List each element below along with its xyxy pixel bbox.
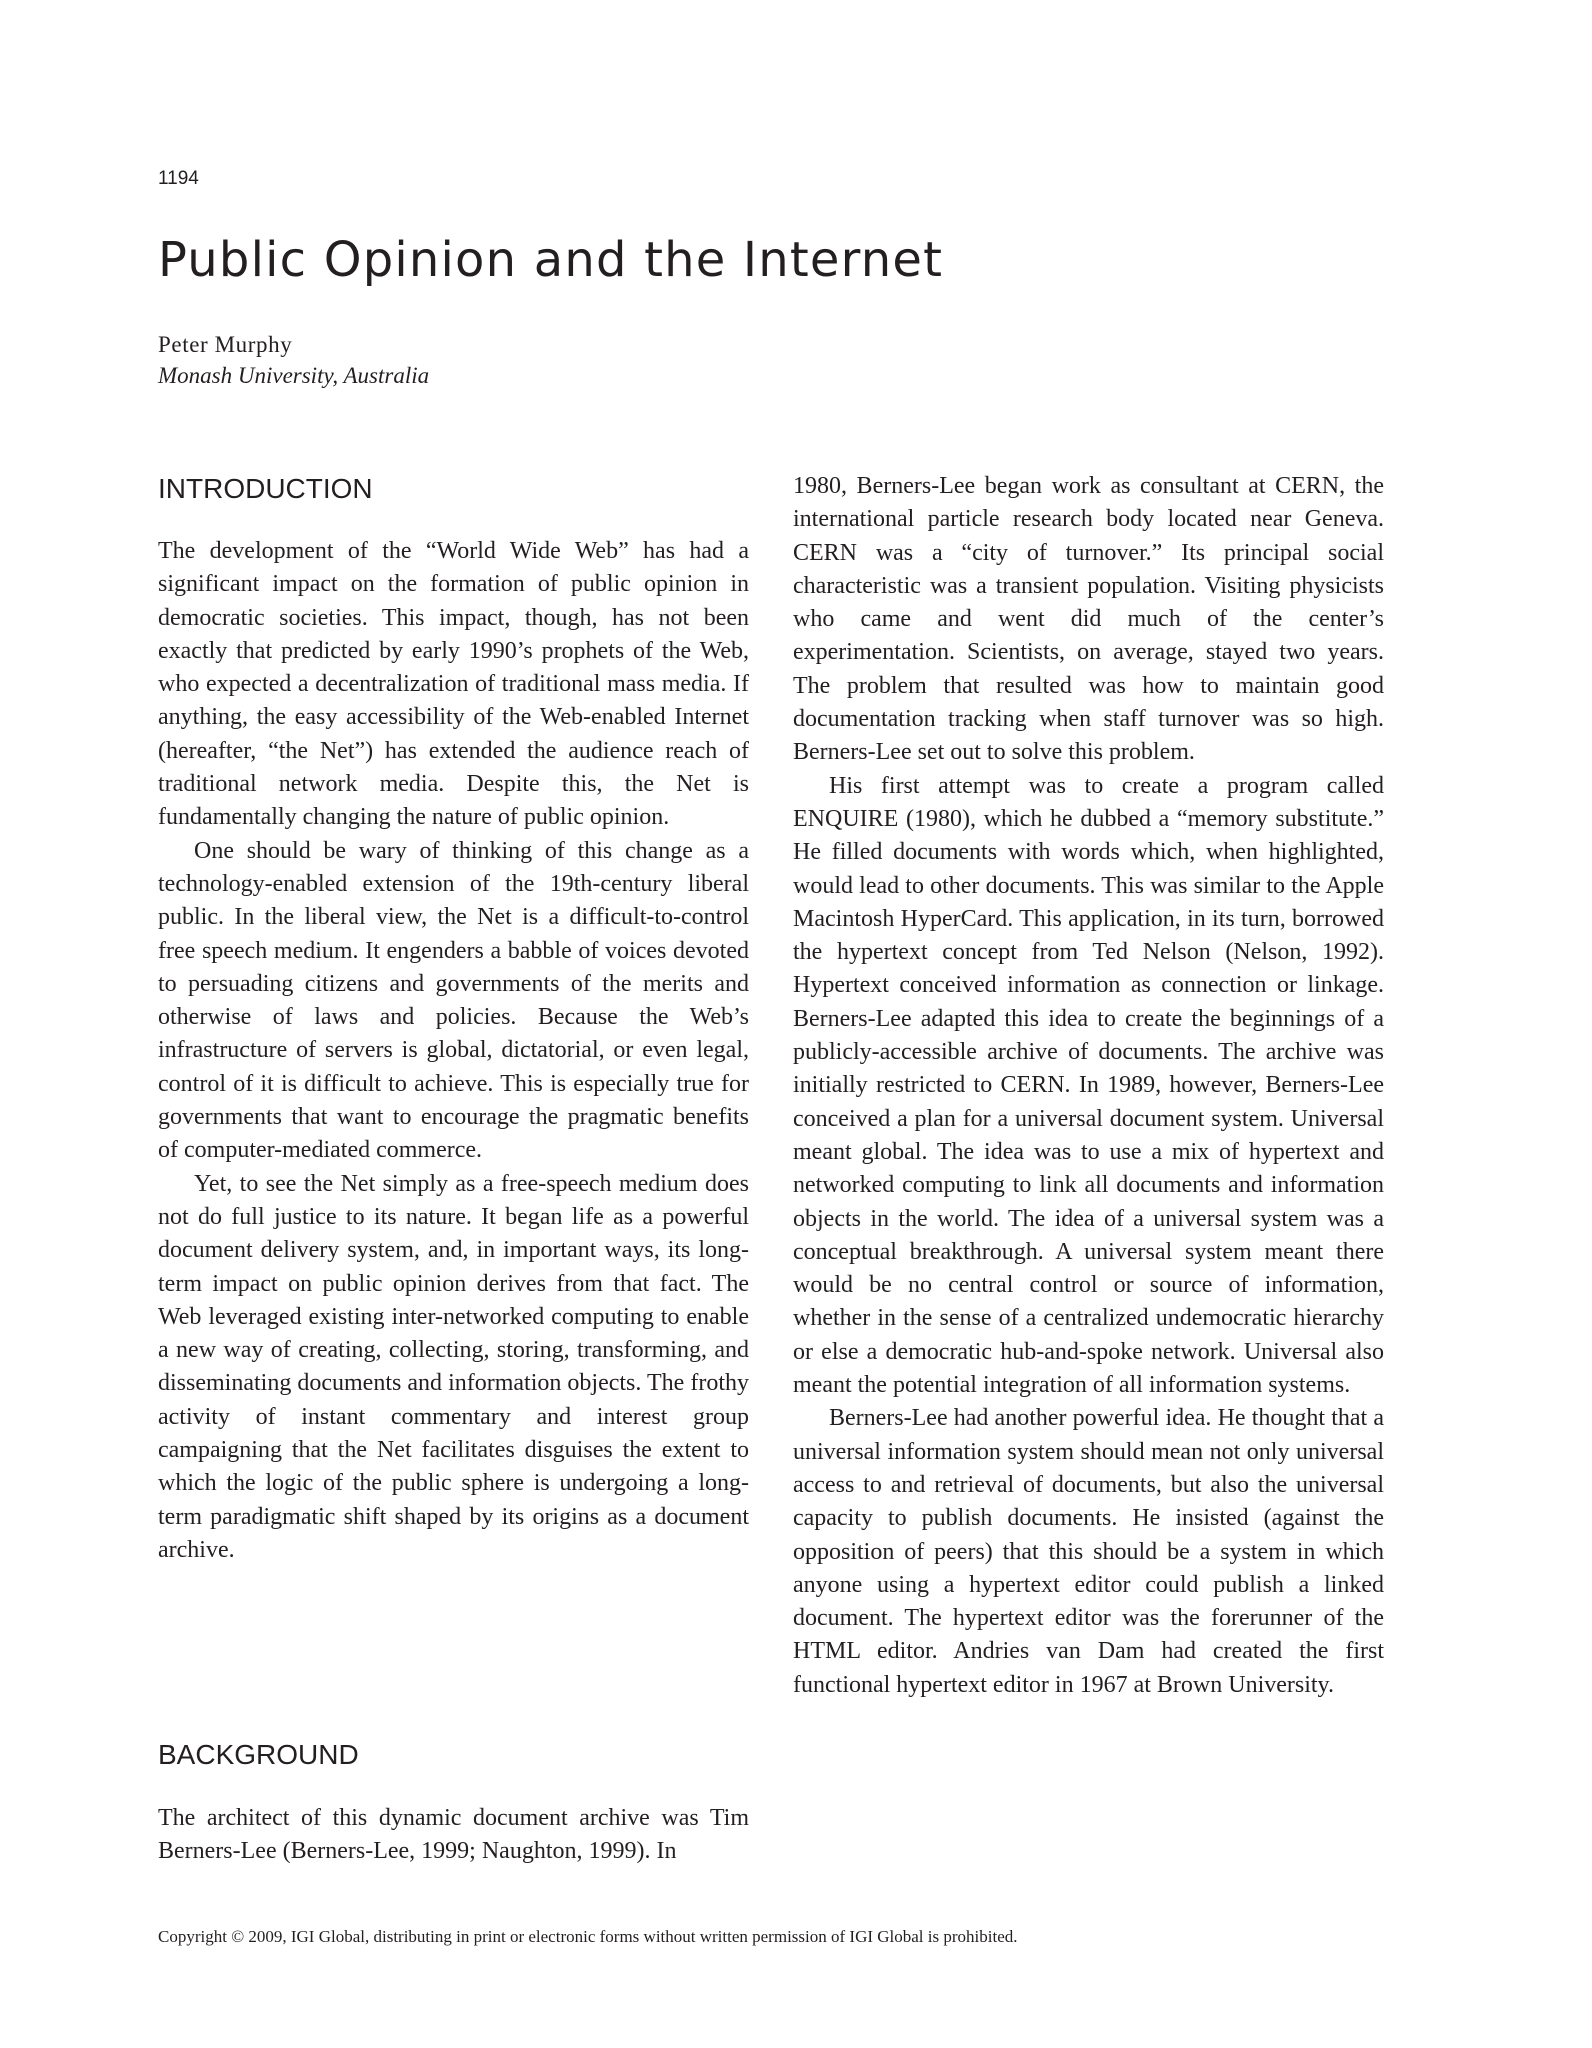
author-affiliation: Monash University, Australia bbox=[158, 363, 430, 388]
introduction-heading: INTRODUCTION bbox=[158, 473, 373, 504]
introduction-body bbox=[158, 535, 749, 1567]
background-body-left bbox=[158, 1802, 749, 1869]
paragraph: One should be wary of thinking of this change as a technology-enabled extension of the 19th-century liberal public. In the liberal view, the Net is a difficult-to-control free speech medium. It engenders a babble of voices devoted to persuading citizens and governments of the merits and otherwise of laws and policies. Because the Web’s infrastructure of servers is global, dictatorial, or even legal, control of it is difficult to achieve. This is especially true for governments that want to encourage the pragmatic benefits of computer-mediated commerce. bbox=[158, 837, 749, 1164]
author-name: Peter Murphy bbox=[158, 332, 293, 357]
paragraph: Yet, to see the Net simply as a free-speech medium does not do full justice to its nature. It began life as a powerful document delivery system, and, in important ways, its long-term impact on public opinion derives from that fact. The Web leveraged existing inter-networked computing to enable a new way of creating, collecting, storing, transforming, and disseminating documents and information objects. The frothy activity of instant commentary and interest group campaigning that the Net facilitates disguises the extent to which the logic of the public sphere is undergoing a long-term paradigmatic shift shaped by its origins as a document archive. bbox=[158, 1170, 749, 1563]
background-heading: BACKGROUND bbox=[158, 1739, 359, 1770]
paragraph: The development of the “World Wide Web” has had a significant impact on the formation of public opinion in democratic societies. This impact, though, has not been exactly that predicted by early 1990’s prophets of the Web, who expected a decentralization of traditional mass media. If anything, the easy accessibility of the Web-enabled Internet (hereafter, “the Net”) has extended the audience reach of traditional network media. Despite this, the Net is fundamentally changing the nature of public opinion. bbox=[158, 538, 749, 831]
paragraph: The architect of this dynamic document archive was Tim Berners-Lee (Berners-Lee, 1999; Naughton, 1999). In bbox=[158, 1805, 749, 1865]
paragraph: Berners-Lee had another powerful idea. He thought that a universal information system should mean not only universal access to and retrieval of documents, but also the universal capacity to publish documents. He insisted (against the opposition of peers) that this should be a system in which anyone using a hypertext editor could publish a linked document. The hypertext editor was the forerunner of the HTML editor. Andries van Dam had created the first functional hypertext editor in 1967 at Brown University. bbox=[793, 1405, 1384, 1698]
author-block bbox=[158, 329, 429, 391]
paragraph: 1980, Berners-Lee began work as consultant at CERN, the international particle research body located near Geneva. CERN was a “city of turnover.” Its principal social characteristic was a transient population. Visiting physicists who came and went did much of the center’s experimentation. Scientists, on average, stayed two years. The problem that resulted was how to maintain good documentation tracking when staff turnover was so high. Berners-Lee set out to solve this problem. bbox=[793, 473, 1384, 766]
article-title: Public Opinion and the Internet bbox=[158, 232, 944, 288]
background-body-right bbox=[793, 470, 1384, 1702]
page-number: 1194 bbox=[158, 168, 199, 189]
paragraph: His first attempt was to create a program called ENQUIRE (1980), which he dubbed a “memory substitute.” He filled documents with words which, when highlighted, would lead to other documents. This was similar to the Apple Macintosh HyperCard. This application, in its turn, borrowed the hypertext concept from Ted Nelson (Nelson, 1992). Hypertext conceived information as connection or linkage. Berners-Lee adapted this idea to create the beginnings of a publicly-accessible archive of documents. The archive was initially restricted to CERN. In 1989, however, Berners-Lee conceived a plan for a universal document system. Universal meant global. The idea was to use a mix of hypertext and networked computing to link all documents and information objects in the world. The idea of a universal system was a conceptual breakthrough. A universal system meant there would be no central control or source of information, whether in the sense of a centralized undemocratic hierarchy or else a democratic hub-and-spoke network. Universal also meant the potential integration of all information systems. bbox=[793, 772, 1384, 1399]
copyright-notice: Copyright © 2009, IGI Global, distributing in print or electronic forms without written permission of IGI Global is prohibited. bbox=[158, 1927, 1018, 1946]
